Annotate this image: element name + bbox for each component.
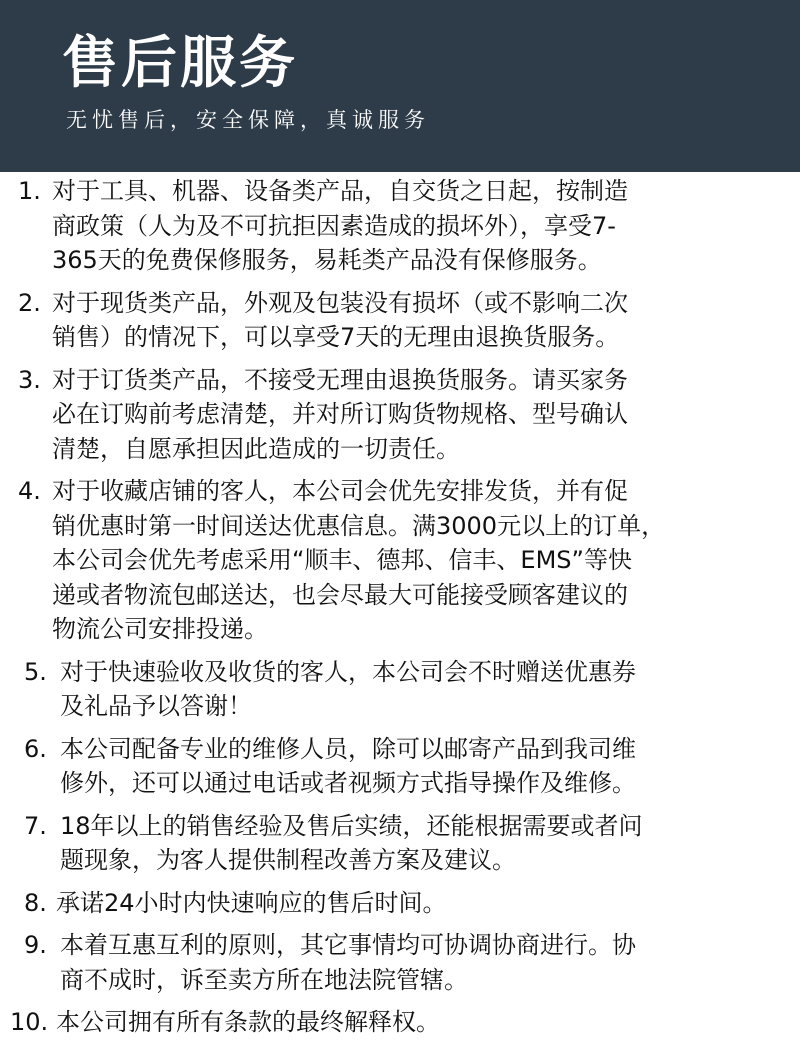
term-text-line: 本公司配备专业的维修人员，除可以邮寄产品到我司维 (60, 734, 636, 763)
term-text-line: 对于收藏店铺的客人，本公司会优先安排发货，并有促 (52, 477, 628, 505)
term-text-line: 清楚，自愿承担因此造成的一切责任。 (52, 434, 460, 463)
term-item (0, 363, 800, 467)
term-number: 10. (10, 1008, 49, 1036)
term-text-line: 对于快速验收及收货的客人，本公司会不时赠送优惠券 (60, 657, 636, 686)
term-text-line: 物流公司安排投递。 (52, 615, 268, 643)
term-text-line: 365天的免费保修服务，易耗类产品没有保修服务。 (52, 246, 602, 274)
term-text-line: 及礼品予以答谢！ (60, 692, 252, 720)
term-text-line: 修外，还可以通过电话或者视频方式指导操作及维修。 (60, 769, 636, 797)
term-number: 3. (18, 365, 41, 394)
term-item (0, 1005, 800, 1040)
term-text-line: 递或者物流包邮送达，也会尽最大可能接受顾客建议的 (52, 580, 628, 609)
term-number: 7. (24, 811, 47, 840)
term-number: 4. (18, 477, 41, 505)
page-subtitle: 无忧售后，安全保障，真诚服务 (66, 108, 430, 132)
term-text-line: 本着互惠互利的原则，其它事情均可协调协商进行。协 (60, 931, 636, 959)
header-banner (0, 0, 800, 172)
term-text-line: 对于工具、机器、设备类产品，自交货之日起，按制造 (52, 177, 628, 205)
term-text-line: 18年以上的销售经验及售后实绩，还能根据需要或者问 (60, 811, 643, 840)
terms-list (0, 174, 800, 1048)
term-text-line: 销优惠时第一时间送达优惠信息。满3000元以上的订单， (52, 511, 666, 540)
term-text-line: 题现象，为客人提供制程改善方案及建议。 (60, 846, 516, 874)
term-item (0, 286, 800, 355)
term-item (0, 655, 800, 724)
term-item (0, 809, 800, 878)
term-text-line: 本公司拥有所有条款的最终解释权。 (56, 1008, 440, 1036)
term-item (0, 886, 800, 921)
term-text-line: 必在订购前考虑清楚，并对所订购货物规格、型号确认 (52, 400, 628, 428)
term-text-line: 商不成时，诉至卖方所在地法院管辖。 (60, 965, 468, 994)
term-number: 9. (24, 931, 47, 959)
term-number: 8. (24, 888, 47, 917)
term-number: 1. (18, 177, 41, 205)
term-number: 6. (24, 734, 47, 763)
term-item (0, 928, 800, 997)
term-item (0, 174, 800, 278)
term-text-line: 对于订货类产品，不接受无理由退换货服务。请买家务 (52, 365, 628, 394)
page-title: 售后服务 (62, 31, 298, 96)
term-item (0, 474, 800, 647)
term-number: 5. (24, 657, 47, 686)
term-text-line: 本公司会优先考虑采用“顺丰、德邦、信丰、EMS”等快 (52, 546, 632, 574)
term-text-line: 承诺24小时内快速响应的售后时间。 (56, 888, 447, 917)
term-number: 2. (18, 288, 41, 317)
term-item (0, 732, 800, 801)
term-text-line: 销售）的情况下，可以享受7天的无理由退换货服务。 (52, 323, 620, 351)
term-text-line: 商政策（人为及不可抗拒因素造成的损坏外），享受7- (52, 211, 616, 240)
term-text-line: 对于现货类产品，外观及包装没有损坏（或不影响二次 (52, 288, 628, 317)
